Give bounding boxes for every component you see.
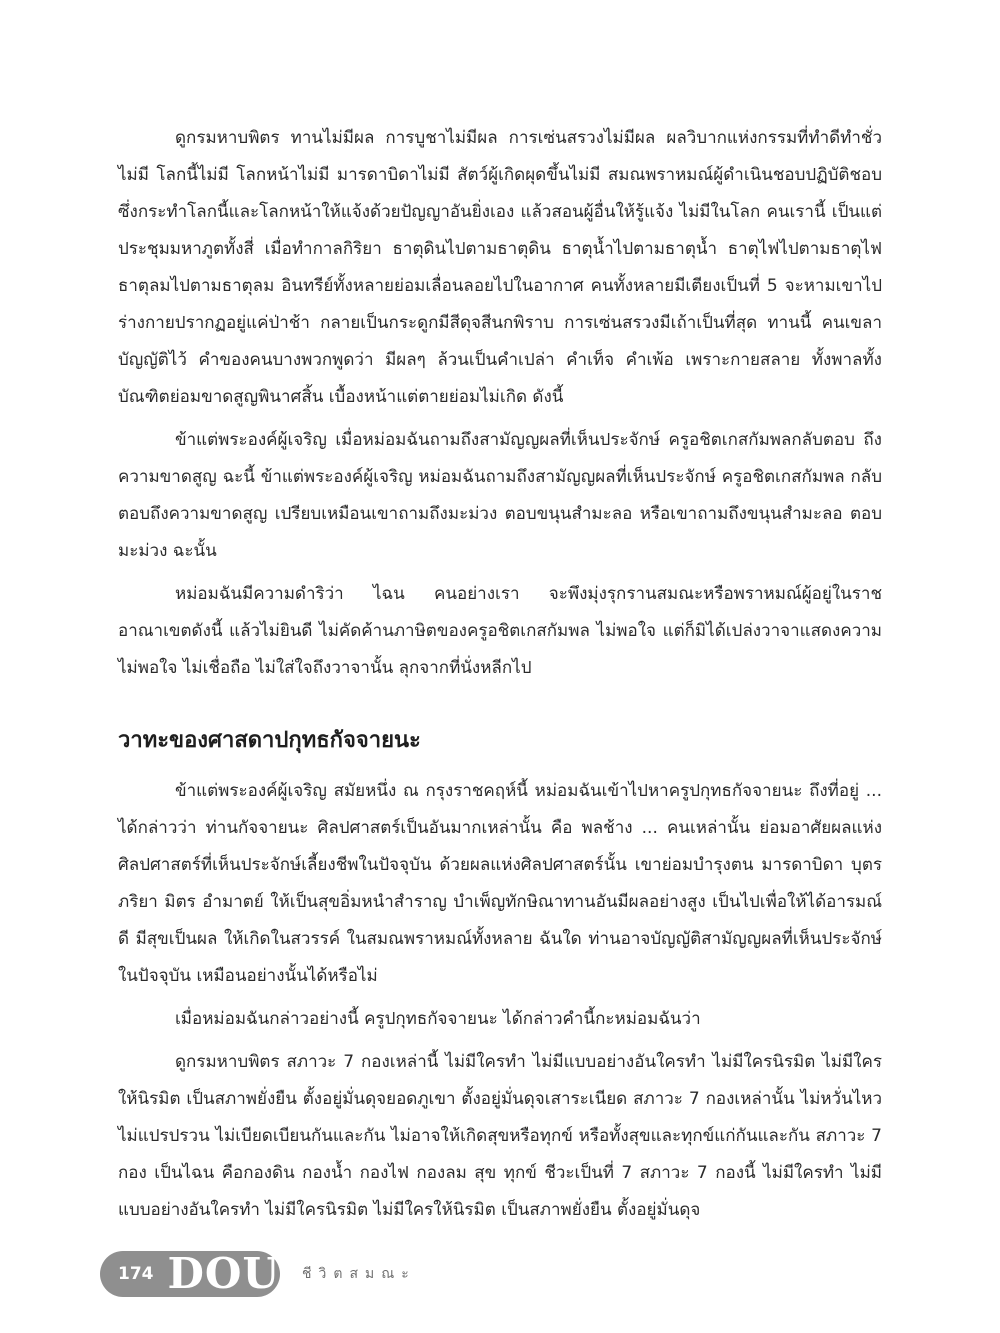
section-pakudha (118, 773, 882, 1229)
paragraph-body: ดูกรมหาบพิตร สภาวะ 7 กองเหล่านี้ ไม่มีใครทำ ไม่มีแบบอย่างอันใครทำ ไม่มีใครนิรมิต ไม่มีใครให้นิรมิต เป็นสภาพยั่งยืน ตั้งอยู่มั่นดุจยอดภูเขา ตั้งอยู่มั่นดุจเสาระเนียด สภาวะ 7 กองเหล่านั้น ไม่หวั่นไหว ไม่แปรปรวน ไม่เบียดเบียนกันและกัน ไม่อาจให้เกิดสุขหรือทุกข์ หรือทั้งสุขและทุกข์แก่กันและกัน สภาวะ 7 กอง เป็นไฉน คือกองดิน กองน้ำ กองไฟ กองลม สุข ทุกข์ ชีวะเป็นที่ 7 สภาวะ 7 กองนี้ ไม่มีใครทำ ไม่มีแบบอย่างอันใครทำ ไม่มีใครนิรมิต ไม่มีใครให้นิรมิต เป็นสภาพยั่งยืน ตั้งอยู่มั่นดุจ (118, 1052, 882, 1220)
paragraph-body: ข้าแต่พระองค์ผู้เจริญ สมัยหนึ่ง ณ กรุงราชคฤห์นี้ หม่อมฉันเข้าไปหาครูปกุทธกัจจายนะ ถึงที่อยู่ ... ได้กล่าวว่า ท่านกัจจายนะ ศิลปศาสตร์เป็นอันมากเหล่านั้น คือ พลช้าง ... คนเหล่านั้น ย่อมอาศัยผลแห่งศิลปศาสตร์ที่เห็นประจักษ์เลี้ยงชีพในปัจจุบัน ด้วยผลแห่งศิลปศาสตร์นั้น เขาย่อมบำรุงตน มารดาบิดา บุตร ภริยา มิตร อำมาตย์ ให้เป็นสุขอิ่มหนำสำราญ บำเพ็ญทักษิณาทานอันมีผลอย่างสูง เป็นไปเพื่อให้ได้อารมณ์ดี มีสุขเป็นผล ให้เกิดในสวรรค์ ในสมณพราหมณ์ทั้งหลาย ฉันใด ท่านอาจบัญญัติสามัญญผลที่เห็นประจักษ์ในปัจจุบัน เหมือนอย่างนั้นได้หรือไม่ (118, 781, 882, 986)
page-footer (100, 1249, 416, 1299)
section-heading: วาทะของศาสดาปกุทธกัจจายนะ (118, 727, 421, 753)
paragraph-body: ข้าแต่พระองค์ผู้เจริญ เมื่อหม่อมฉันถามถึงสามัญญผลที่เห็นประจักษ์ ครูอชิตเกสกัมพลกลับตอบ ถึงความขาดสูญ ฉะนี้ ข้าแต่พระองค์ผู้เจริญ หม่อมฉันถามถึงสามัญญผลที่เห็นประจักษ์ ครูอชิตเกสกัมพล กลับตอบถึงความขาดสูญ เปรียบเหมือนเขาถามถึงมะม่วง ตอบขนุนสำมะลอ หรือเขาถามถึงขนุนสำมะลอ ตอบมะม่วง ฉะนั้น (118, 430, 882, 561)
running-title: ชีวิตสมณะ (302, 1266, 416, 1282)
paragraph-body: ดูกรมหาบพิตร ทานไม่มีผล การบูชาไม่มีผล การเซ่นสรวงไม่มีผล ผลวิบากแห่งกรรมที่ทำดีทำชั่วไม่มี โลกนี้ไม่มี โลกหน้าไม่มี มารดาบิดาไม่มี สัตว์ผู้เกิดผุดขึ้นไม่มี สมณพราหมณ์ผู้ดำเนินชอบปฏิบัติชอบ ซึ่งกระทำโลกนี้และโลกหน้าให้แจ้งด้วยปัญญาอันยิ่งเอง แล้วสอนผู้อื่นให้รู้แจ้ง ไม่มีในโลก คนเรานี้ เป็นแต่ประชุมมหาภูตทั้งสี่ เมื่อทำกาลกิริยา ธาตุดินไปตามธาตุดิน ธาตุน้ำไปตามธาตุน้ำ ธาตุไฟไปตามธาตุไฟ ธาตุลมไปตามธาตุลม อินทรีย์ทั้งหลายย่อมเลื่อนลอยไปในอากาศ คนทั้งหลายมีเตียงเป็นที่ 5 จะหามเขาไป ร่างกายปรากฏอยู่แค่ป่าช้า กลายเป็นกระดูกมีสีดุจสีนกพิราบ การเซ่นสรวงมีเถ้าเป็นที่สุด ทานนี้ คนเขลาบัญญัติไว้ คำของคนบางพวกพูดว่า มีผลๆ ล้วนเป็นคำเปล่า คำเท็จ คำเพ้อ เพราะกายสลาย ทั้งพาลทั้งบัณฑิตย่อมขาดสูญพินาศสิ้น เบื้องหน้าแต่ตายย่อมไม่เกิด ดังนี้ (118, 128, 882, 407)
paragraph-body: หม่อมฉันมีความดำริว่า ไฉน คนอย่างเรา จะพึงมุ่งรุกรานสมณะหรือพราหมณ์ผู้อยู่ในราชอาณาเขตดังนี้ แล้วไม่ยินดี ไม่คัดค้านภาษิตของครูอชิตเกสกัมพล ไม่พอใจ แต่ก็มิได้เปล่งวาจาแสดงความไม่พอใจ ไม่เชื่อถือ ไม่ใส่ใจถึงวาจานั้น ลุกจากที่นั่งหลีกไป (118, 584, 882, 678)
page-number: 174 (118, 1264, 158, 1284)
section-continuation (118, 120, 882, 687)
page-content (118, 120, 882, 1229)
dou-logo: DOU (167, 1249, 281, 1298)
paragraph-body: เมื่อหม่อมฉันกล่าวอย่างนี้ ครูปกุทธกัจจายนะ ได้กล่าวคำนี้กะหม่อมฉันว่า (175, 1009, 701, 1029)
folio-badge (100, 1251, 280, 1297)
